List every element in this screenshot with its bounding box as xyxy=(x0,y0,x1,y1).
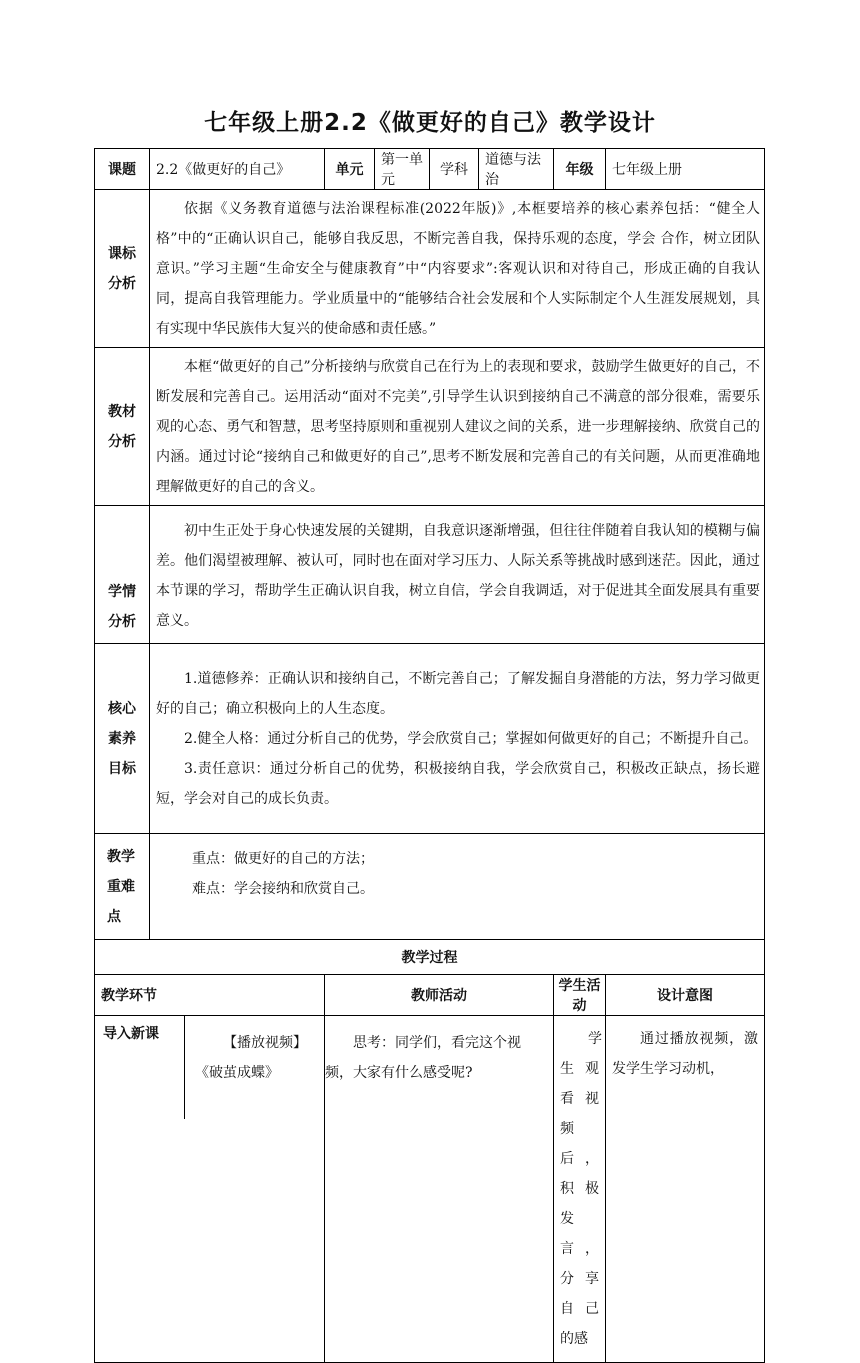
unit-label: 单元 xyxy=(325,149,375,190)
section-textbook xyxy=(95,348,765,506)
subject-value: 道德与法治 xyxy=(479,149,554,190)
teacher-activity xyxy=(185,1016,324,1119)
design-intent: 通过播放视频，激发学生学习动机， xyxy=(606,1016,765,1363)
section-content xyxy=(150,644,765,834)
col-teacher-header: 教师活动 xyxy=(325,975,554,1016)
col-stage-header: 教学环节 xyxy=(95,975,325,1016)
paragraph: 2.健全人格：通过分析自己的优势，学会欣赏自己；掌握如何做更好的自己；不断提升自己。 xyxy=(184,730,758,747)
section-curriculum xyxy=(95,190,765,348)
process-stage-cell xyxy=(95,1016,325,1363)
paragraph: 难点：学会接纳和欣赏自己。 xyxy=(192,881,374,897)
topic-label: 课题 xyxy=(95,149,150,190)
process-row xyxy=(95,1016,765,1363)
section-label: 教学 重难 点 xyxy=(95,834,150,940)
section-students xyxy=(95,506,765,644)
section-label: 教材 分析 xyxy=(95,348,150,506)
paragraph: 3.责任意识：通过分析自己的优势，积极接纳自我，学会欣赏自己，积极改正缺点，扬长避短，学会对自己的成长负责。 xyxy=(156,760,760,807)
teacher-line: 【播放视频】《破茧成蝶》 xyxy=(195,1035,307,1081)
document-title: 七年级上册2.2《做更好的自己》教学设计 xyxy=(204,110,656,136)
paragraph: 依据《义务教育道德与法治课程标准(2022年版)》,本框要培养的核心素养包括：“健全人格”中的“正确认识自己，能够自我反思，不断完善自我，保持乐观的态度，学会 合作，树立团队意识。”学习主题“生命安全与健康教育”中“内容要求”:客观认识和对待自己，形成正确的自我认同，提高自我管理能力。学业质量中的“能够结合社会发展和个人实际制定个人生涯发展规划，具有实现中华民族伟大复兴的使命感和责任感。” xyxy=(156,200,760,337)
paragraph: 本框“做更好的自己”分析接纳与欣赏自己在行为上的表现和要求，鼓励学生做更好的自己，不断发展和完善自己。运用活动“面对不完美”,引导学生认识到接纳自己不满意的部分很难，需要乐观的心态、勇气和智慧，思考坚持原则和重视别人建议之间的关系，进一步理解接纳、欣赏自己的内涵。通过讨论“接纳自己和做更好的自己”,思考不断发展和完善自己的有关问题，从而更准确地理解做更好的自己的含义。 xyxy=(156,358,760,495)
paragraph: 重点：做更好的自己的方法； xyxy=(192,851,374,867)
lesson-plan-table xyxy=(94,148,765,1363)
section-label: 核心 素养 目标 xyxy=(95,644,150,834)
teacher-activity-cont xyxy=(325,1016,554,1363)
teacher-line: 思考：同学们，看完这个视频，大家有什么感受呢? xyxy=(325,1035,521,1081)
subject-label: 学科 xyxy=(430,149,479,190)
section-content xyxy=(150,348,765,506)
grade-label: 年级 xyxy=(554,149,606,190)
stage-name: 导入新课 xyxy=(95,1016,185,1119)
topic-value: 2.2《做更好的自己》 xyxy=(150,149,325,190)
section-key-points xyxy=(95,834,765,940)
paragraph: 初中生正处于身心快速发展的关键期，自我意识逐渐增强，但往往伴随着自我认知的模糊与偏差。他们渴望被理解、被认可，同时也在面对学习压力、人际关系等挑战时感到迷茫。因此，通过本节课的学习，帮助学生正确认识自我，树立自信，学会自我调适，对于促进其全面发展具有重要意义。 xyxy=(156,523,760,629)
process-title: 教学过程 xyxy=(95,940,765,975)
info-row xyxy=(95,149,765,190)
section-label: 学情 分析 xyxy=(95,506,150,644)
col-student-header: 学生活动 xyxy=(554,975,606,1016)
student-activity: 学生观看视频后，积极发言，分享自己的感 xyxy=(554,1016,606,1363)
section-label: 课标 分析 xyxy=(95,190,150,348)
section-content xyxy=(150,190,765,348)
paragraph: 1.道德修养：正确认识和接纳自己，不断完善自己；了解发掘自身潜能的方法，努力学习做更好的自己；确立积极向上的人生态度。 xyxy=(156,670,760,717)
process-header-row xyxy=(95,975,765,1016)
grade-value: 七年级上册 xyxy=(606,149,765,190)
col-intent-header: 设计意图 xyxy=(606,975,765,1016)
section-core-competency xyxy=(95,644,765,834)
process-title-row xyxy=(95,940,765,975)
unit-value: 第一单元 xyxy=(375,149,430,190)
section-content xyxy=(150,834,765,940)
section-content xyxy=(150,506,765,644)
